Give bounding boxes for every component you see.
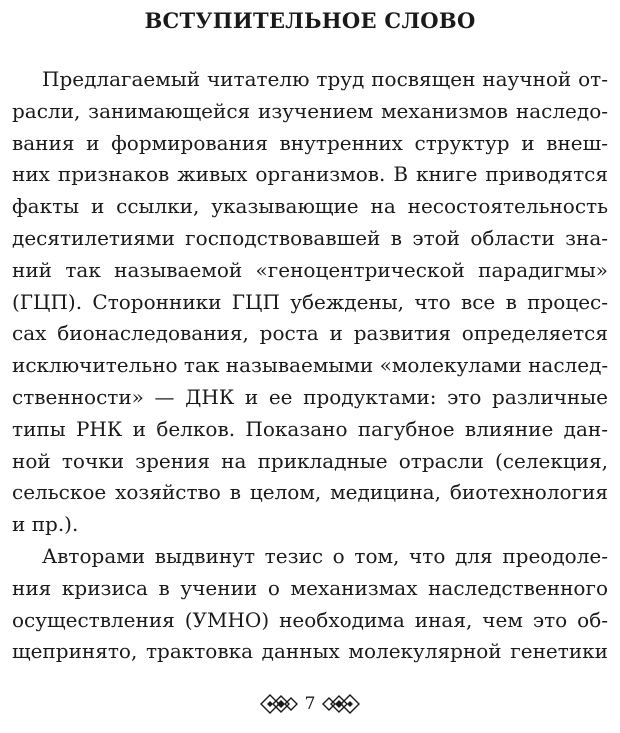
text-line: факты и ссылки, указывающие на несостоятельность (12, 194, 608, 219)
text-line: осуществления (УМНО) необходима иная, чем это об- (12, 607, 608, 632)
text-line: вания и формирования внутренних структур и внеш- (12, 130, 608, 155)
text-line: ственности» — ДНК и ее продуктами: это различные (12, 384, 608, 409)
text-line: сах бионаследования, роста и развития определяется (12, 321, 608, 346)
page-number: 7 (304, 694, 316, 714)
body-text (12, 64, 608, 668)
text-line: (ГЦП). Сторонники ГЦП убеждены, что все в процес- (12, 289, 608, 314)
text-line: типы РНК и белков. Показано пагубное влияние дан- (12, 416, 608, 441)
text-line: ной точки зрения на прикладные отрасли (селекция, (12, 448, 608, 473)
text-line: расли, занимающейся изучением механизмов наследо- (12, 98, 608, 123)
text-line: щепринято, трактовка данных молекулярной генетики (12, 639, 608, 664)
text-line: них признаков живых организмов. В книге приводятся (12, 162, 608, 187)
text-line: ний так называемой «геноцентрической парадигмы» (12, 257, 608, 282)
text-line: Предлагаемый читателю труд посвящен научной от- (42, 67, 608, 91)
text-line: исключительно так называемыми «молекулами наслед- (12, 353, 609, 378)
diamond-ornament-icon (321, 692, 361, 716)
page-footer (0, 689, 620, 719)
text-line: сельское хозяйство в целом, медицина, биотехнология (12, 480, 608, 505)
text-line: и пр.). (12, 512, 79, 537)
text-line: Авторами выдвинут тезис о том, что для преодоле- (42, 543, 608, 568)
text-line: десятилетиями господствовавшей в этой области зна- (12, 225, 608, 250)
page-title: ВСТУПИТЕЛЬНОЕ СЛОВО (144, 8, 476, 33)
diamond-ornament-icon (259, 692, 299, 716)
text-line: ния кризиса в учении о механизмах наследственного (12, 575, 608, 600)
